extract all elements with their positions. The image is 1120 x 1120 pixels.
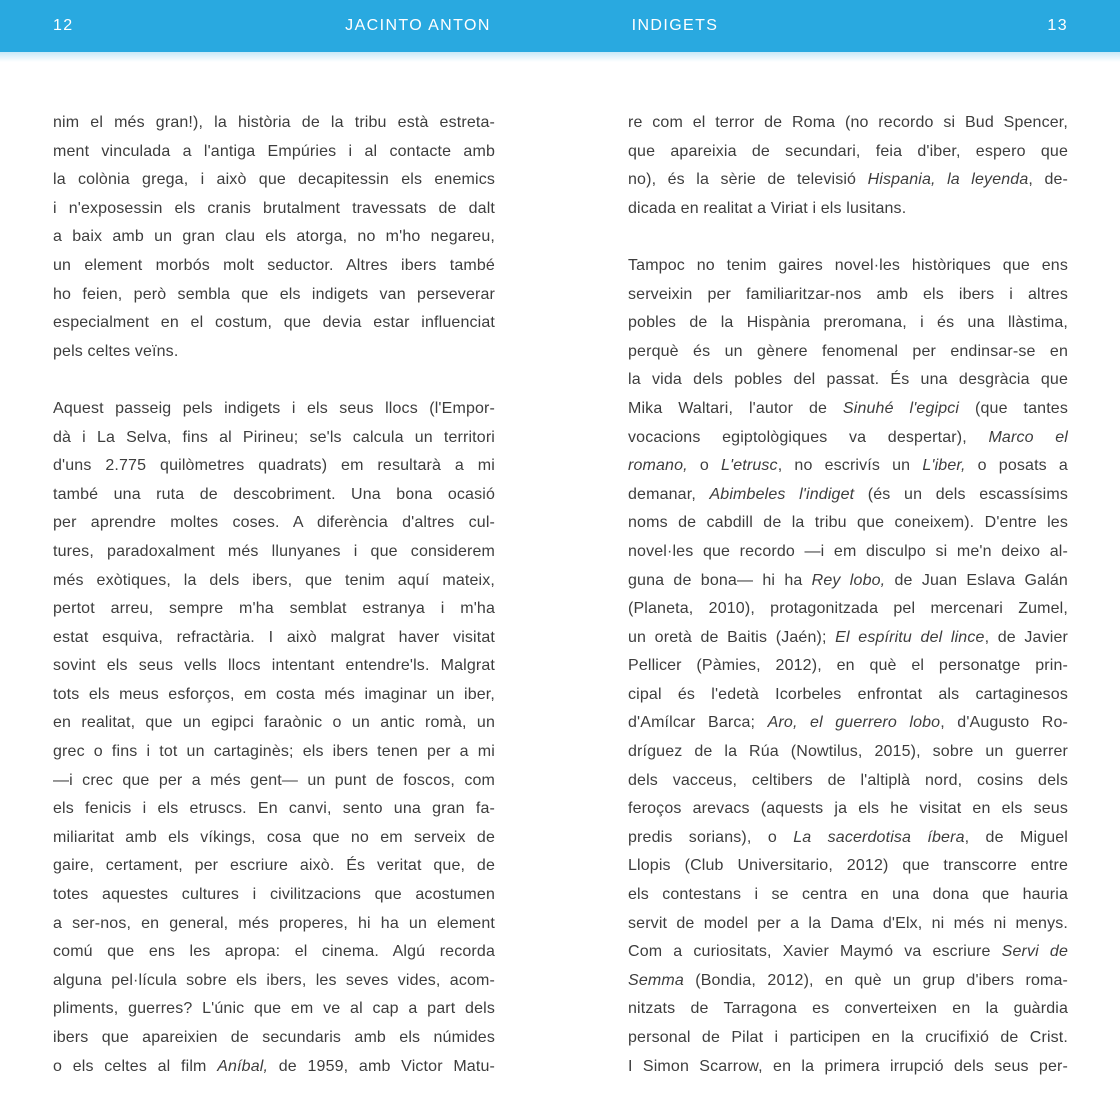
text-line — [628, 452, 1068, 481]
text-segment: d'uns 2.775 quilòmetres quadrats) em resultarà a mi — [53, 457, 495, 475]
running-head-author: JACINTO ANTON — [345, 17, 491, 34]
text-line — [53, 538, 495, 567]
text-line — [53, 995, 495, 1024]
text-line — [628, 624, 1068, 653]
text-segment: miliaritat amb els víkings, cosa que no em serveix de — [53, 828, 495, 846]
text-line — [53, 395, 495, 424]
text-segment: pertot arreu, sempre m'ha semblat estranya i m'ha — [53, 600, 495, 618]
text-segment: —i crec que per a més gent— un punt de foscos, com — [53, 771, 495, 789]
text-segment: de Juan Eslava Galán — [885, 571, 1068, 589]
text-segment: personal de Pilat i participen en la crucifixió de Crist. — [628, 1029, 1068, 1046]
text-segment: pliments, guerres? L'únic que em ve al cap a part dels — [53, 1000, 495, 1018]
text-line — [53, 910, 495, 939]
text-segment: en realitat, que un egipci faraònic o un antic romà, un — [53, 714, 495, 732]
text-line — [628, 166, 1068, 195]
text-line — [628, 567, 1068, 596]
paragraph — [628, 109, 1068, 223]
text-segment: , no escrivís un — [777, 457, 923, 475]
text-line — [53, 138, 495, 167]
text-segment: la colònia grega, i això que decapitessin els enemics — [53, 171, 495, 189]
text-segment: els fenicis i els etruscs. En canvi, sento una gran fa- — [53, 800, 495, 818]
text-segment: nitzats de Tarragona es converteixen en la guàrdia — [628, 1000, 1068, 1018]
italic-text-segment: romano, — [628, 457, 688, 475]
text-line — [53, 709, 495, 738]
text-segment: , d'Augusto Ro- — [940, 714, 1069, 732]
page-number-left: 12 — [53, 17, 74, 34]
right-page-text-column — [628, 109, 1068, 1081]
text-line — [628, 595, 1068, 624]
text-line — [628, 281, 1068, 310]
paragraph — [53, 109, 495, 366]
italic-text-segment: Rey lobo, — [811, 571, 886, 589]
text-segment: cipal és l'edetà Icorbeles enfrontat als cartaginesos — [628, 685, 1068, 703]
text-segment: la vida dels pobles del passat. És una desgràcia que — [628, 371, 1068, 389]
italic-text-segment: Aro, el guerrero lobo — [767, 714, 941, 732]
text-segment: Aquest passeig pels indigets i els seus llocs (l'Empor- — [53, 399, 495, 417]
text-line — [628, 652, 1068, 681]
text-segment: pels celtes veïns. — [53, 342, 179, 360]
text-segment: especialment en el costum, que devia estar influenciat — [53, 314, 495, 332]
text-line — [53, 281, 495, 310]
paragraph — [53, 395, 495, 1081]
text-line — [53, 223, 495, 252]
text-segment: també una ruta de descobriment. Una bona ocasió — [53, 485, 495, 503]
text-segment: de 1959, amb Victor Matu- — [268, 1057, 495, 1075]
text-segment: , de Javier — [984, 628, 1068, 646]
text-segment: nim el més gran!), la història de la tribu està estreta- — [53, 114, 495, 131]
italic-text-segment: Sinuhé l'egipci — [842, 399, 960, 417]
text-line — [53, 424, 495, 453]
text-segment: dels vacceus, celtibers de l'altiplà nord, cosins dels — [628, 771, 1068, 789]
text-line — [53, 681, 495, 710]
text-line — [53, 481, 495, 510]
text-segment: o posats a — [965, 457, 1068, 475]
text-segment: , de- — [1028, 171, 1069, 189]
text-segment: els contestans i se centra en una dona que hauria — [628, 886, 1068, 904]
text-line — [628, 309, 1068, 338]
text-line — [53, 881, 495, 910]
running-head-title: INDIGETS — [631, 17, 719, 34]
header-fade-strip — [0, 52, 1120, 62]
text-segment: comú que ens les apropa: el cinema. Algú recorda — [53, 943, 495, 961]
italic-text-segment: La sacerdotisa íbera — [793, 828, 965, 846]
text-line — [53, 509, 495, 538]
text-segment: un oretà de Baitis (Jaén); — [628, 628, 836, 646]
text-segment: servit de model per a la Dama d'Elx, ni més ni menys. — [628, 914, 1068, 932]
text-line — [628, 995, 1068, 1024]
text-line — [628, 252, 1068, 281]
text-segment: feroços arevacs (aquests ja els he visitat en els seus — [628, 800, 1068, 818]
text-line — [628, 852, 1068, 881]
text-segment: Llopis (Club Universitario, 2012) que transcorre entre — [628, 857, 1068, 875]
text-line — [53, 109, 495, 138]
text-segment: ho feien, però sembla que els indigets van perseverar — [53, 285, 495, 303]
text-segment: tures, paradoxalment més llunyanes i que considerem — [53, 542, 495, 560]
text-line — [53, 624, 495, 653]
text-line — [53, 1053, 495, 1082]
text-line — [53, 967, 495, 996]
text-line — [53, 767, 495, 796]
text-segment: gaire, certament, per escriure això. És veritat que, de — [53, 857, 495, 875]
text-line — [628, 881, 1068, 910]
running-header-bar — [0, 0, 1120, 52]
italic-text-segment: Abimbeles l'indiget — [709, 485, 855, 503]
text-segment: grec o fins i tot un cartaginès; els ibers tenen per a mi — [53, 743, 495, 761]
text-line — [53, 652, 495, 681]
text-line — [53, 824, 495, 853]
text-line — [53, 795, 495, 824]
text-segment: (Bondia, 2012), en què un grup d'ibers roma- — [683, 971, 1068, 989]
paragraph — [628, 252, 1068, 1081]
text-line — [628, 1024, 1068, 1053]
text-segment: Com a curiositats, Xavier Maymó va escriure — [628, 943, 1002, 961]
italic-text-segment: Semma — [628, 971, 684, 989]
text-line — [628, 767, 1068, 796]
text-line — [628, 538, 1068, 567]
text-line — [628, 109, 1068, 138]
text-line — [628, 967, 1068, 996]
text-segment: Tampoc no tenim gaires novel·les històriques que ens — [628, 256, 1068, 274]
text-segment: a ser-nos, en general, més properes, hi ha un element — [53, 914, 495, 932]
text-line — [628, 424, 1068, 453]
text-segment: , de Miguel — [964, 828, 1069, 846]
text-segment: per aprendre moltes coses. A diferència d'altres cul- — [53, 514, 495, 532]
text-line — [628, 138, 1068, 167]
italic-text-segment: Marco el — [988, 428, 1068, 446]
text-line — [628, 481, 1068, 510]
text-segment: no), és la sèrie de televisió — [628, 171, 868, 189]
text-segment: o els celtes al film — [53, 1057, 218, 1075]
italic-text-segment: L'iber, — [922, 457, 966, 475]
text-segment: pobles de la Hispània preromana, i és una llàstima, — [628, 314, 1068, 332]
text-segment: Pellicer (Pàmies, 2012), en què el personatge prin- — [628, 657, 1068, 675]
italic-text-segment: Aníbal, — [217, 1057, 269, 1075]
text-segment: a baix amb un gran clau els atorga, no m'ho negareu, — [53, 228, 495, 246]
text-line — [628, 738, 1068, 767]
text-segment: i n'exposessin els cranis brutalment travessats de dalt — [53, 199, 495, 217]
text-segment: (que tantes — [959, 399, 1068, 417]
text-line — [628, 338, 1068, 367]
text-segment: (és un dels escassísims — [854, 485, 1068, 503]
text-line — [53, 567, 495, 596]
text-line — [53, 338, 495, 367]
text-line — [53, 195, 495, 224]
text-segment: dríguez de la Rúa (Nowtilus, 2015), sobre un guerrer — [628, 743, 1068, 761]
text-line — [53, 852, 495, 881]
text-line — [628, 910, 1068, 939]
italic-text-segment: Hispania, la leyenda — [867, 171, 1029, 189]
text-segment: vocacions egiptològiques va despertar), — [628, 428, 989, 446]
text-segment: serveixin per familiaritzar-nos amb els ibers i altres — [628, 285, 1068, 303]
text-segment: alguna pel·lícula sobre els ibers, les seves vides, acom- — [53, 971, 495, 989]
text-line — [53, 166, 495, 195]
text-line — [628, 795, 1068, 824]
text-segment: (Planeta, 2010), protagonitzada pel mercenari Zumel, — [628, 600, 1068, 618]
text-segment: que apareixia de secundari, feia d'iber, espero que — [628, 142, 1068, 160]
text-segment: més exòtiques, la dels ibers, que tenim aquí mateix, — [53, 571, 495, 589]
page-number-right: 13 — [1047, 17, 1068, 34]
text-segment: demanar, — [628, 485, 710, 503]
text-line — [628, 681, 1068, 710]
text-line — [628, 709, 1068, 738]
text-segment: ibers que apareixien de secundaris amb els númides — [53, 1029, 495, 1046]
text-segment: I Simon Scarrow, en la primera irrupció dels seus per- — [628, 1057, 1068, 1075]
text-line — [53, 595, 495, 624]
text-segment: dicada en realitat a Viriat i els lusitans. — [628, 199, 907, 217]
text-segment: totes aquestes cultures i civilitzacions que acostumen — [53, 886, 495, 904]
text-segment: guna de bona— hi ha — [628, 571, 812, 589]
text-segment: un element morbós molt seductor. Altres ibers també — [53, 256, 495, 274]
text-line — [628, 1053, 1068, 1082]
text-line — [53, 738, 495, 767]
italic-text-segment: Servi de — [1001, 943, 1068, 961]
text-segment: ment vinculada a l'antiga Empúries i al contacte amb — [53, 142, 495, 160]
text-segment: predis sorians), o — [628, 828, 794, 846]
text-segment: sovint els seus vells llocs intentant entendre'ls. Malgrat — [53, 657, 495, 675]
left-page-text-column — [53, 109, 495, 1081]
text-line — [628, 509, 1068, 538]
text-line — [628, 195, 1068, 224]
text-segment: o — [687, 457, 721, 475]
text-segment: noms de cabdill de la tribu que coneixem). D'entre les — [628, 514, 1068, 532]
text-segment: Mika Waltari, l'autor de — [628, 399, 843, 417]
text-line — [53, 252, 495, 281]
text-line — [53, 309, 495, 338]
text-line — [53, 1024, 495, 1053]
italic-text-segment: L'etrusc — [720, 457, 778, 475]
text-segment: novel·les que recordo —i em disculpo si me'n deixo al- — [628, 542, 1068, 560]
text-line — [628, 366, 1068, 395]
text-segment: tots els meus esforços, em costa més imaginar un iber, — [53, 685, 495, 703]
text-segment: re com el terror de Roma (no recordo si Bud Spencer, — [628, 114, 1068, 131]
text-line — [53, 938, 495, 967]
text-line — [53, 452, 495, 481]
italic-text-segment: El espíritu del lince — [835, 628, 985, 646]
text-segment: dà i La Selva, fins al Pirineu; se'ls calcula un territori — [53, 428, 495, 446]
text-segment: d'Amílcar Barca; — [628, 714, 768, 732]
text-line — [628, 938, 1068, 967]
text-line — [628, 395, 1068, 424]
text-line — [628, 824, 1068, 853]
text-segment: estat esquiva, refractària. I això malgrat haver visitat — [53, 628, 495, 646]
text-segment: perquè és un gènere fenomenal per endinsar-se en — [628, 342, 1068, 360]
